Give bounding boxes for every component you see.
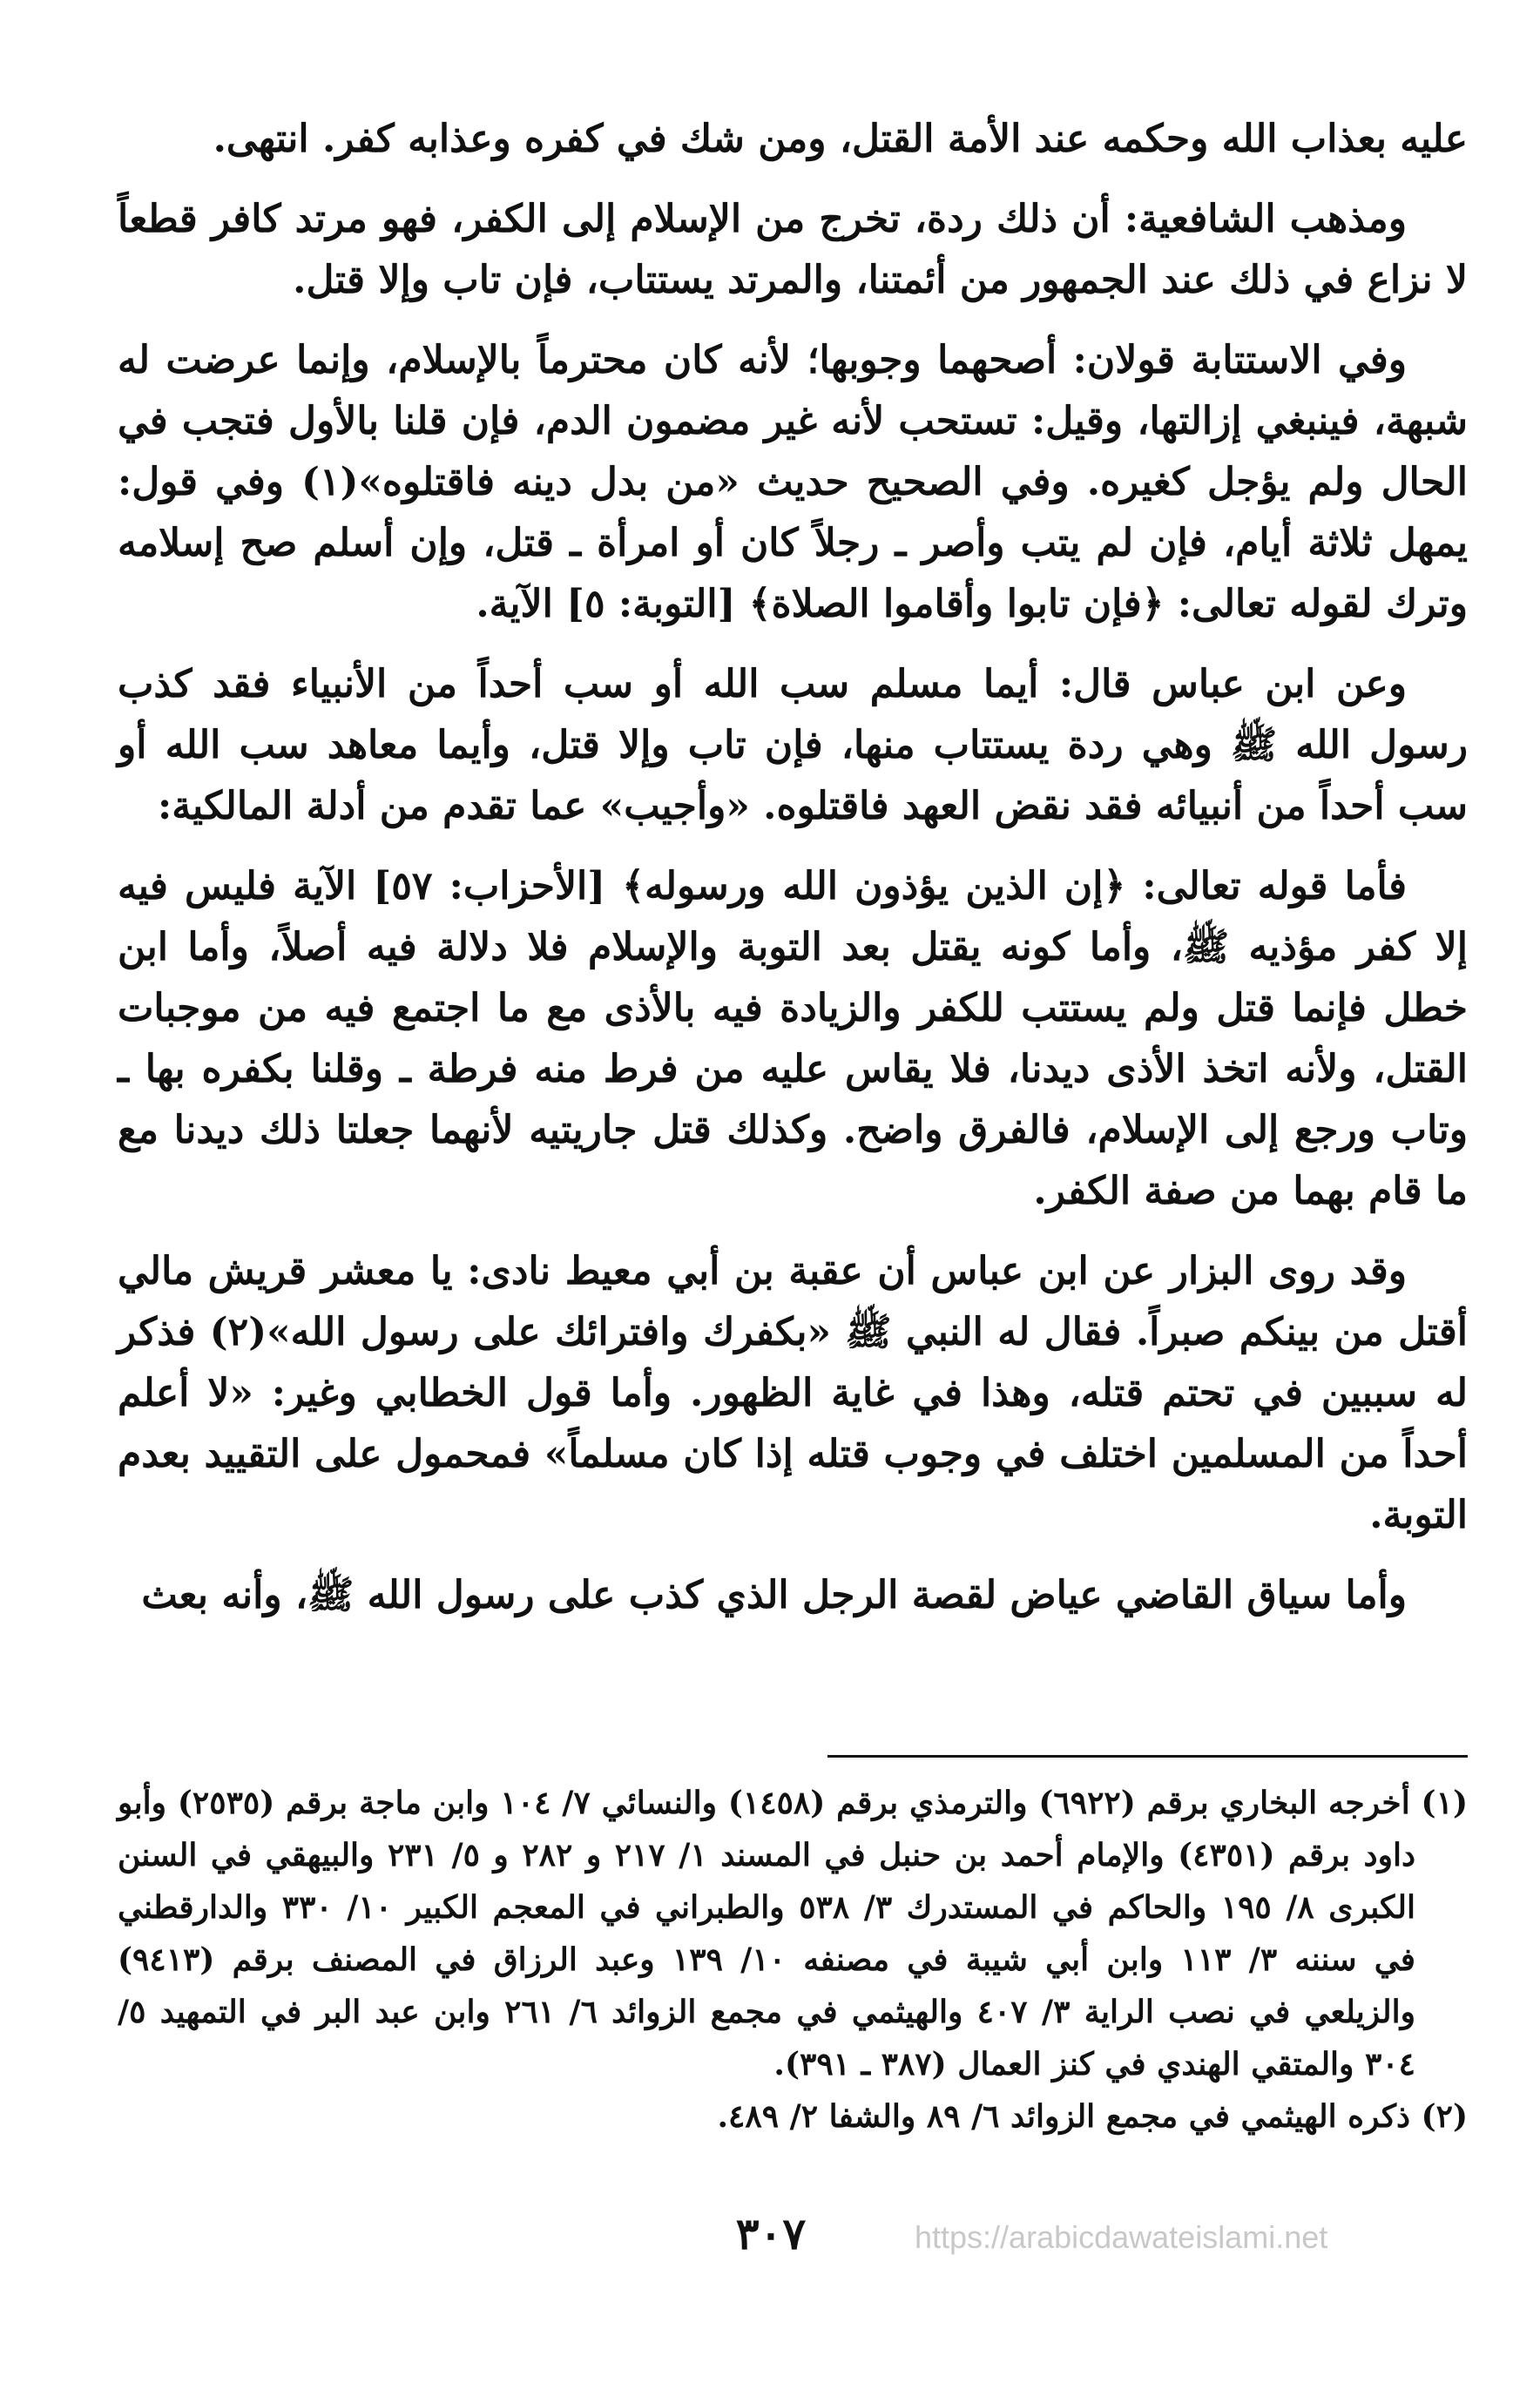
paragraph: وفي الاستتابة قولان: أصحهما وجوبها؛ لأنه كان محترماً بالإسلام، وإنما عرضت له شبهة، فينبغي إزالتها، وقيل: تستحب لأنه غير مضمون الدم، فإن قلنا بالأول فتجب في الحال ولم يؤجل كغيره. وفي الصحيح حديث «من بدل دينه فاقتلوه»(١) وفي قول: يمهل ثلاثة أيام، فإن لم يتب وأصر ـ رجلاً كان أو امرأة ـ قتل، وإن أسلم صح إسلامه وترك لقوله تعالى: ﴿فإن تابوا وأقاموا الصلاة﴾ [التوبة: ٥] الآية. bbox=[118, 338, 1468, 626]
paragraph: عليه بعذاب الله وحكمه عند الأمة القتل، ومن شك في كفره وعذابه كفر. انتهى. bbox=[213, 117, 1468, 161]
paragraph: فأما قوله تعالى: ﴿إن الذين يؤذون الله ورسوله﴾ [الأحزاب: ٥٧] الآية فليس فيه إلا كفر مؤذيه ﷺ، وأما كونه يقتل بعد التوبة والإسلام فلا دلالة فيه أصلاً، وأما ابن خطل فإنما قتل ولم يستتب للكفر والزيادة فيه بالأذى مع ما اجتمع فيه من موجبات القتل، ولأنه اتخذ الأذى ديدنا، فلا يقاس عليه من فرط منه فرطة ـ وقلنا بكفره بها ـ وتاب ورجع إلى الإسلام، فالفرق واضح. وكذلك قتل جاريتيه لأنهما جعلتا ذلك ديدنا مع ما قام بهما من صفة الكفر. bbox=[118, 864, 1468, 1213]
main-text bbox=[118, 109, 1468, 1645]
paragraph: ومذهب الشافعية: أن ذلك ردة، تخرج من الإسلام إلى الكفر، فهو مرتد كافر قطعاً لا نزاع في ذلك عند الجمهور من أئمتنا، والمرتد يستتاب، فإن تاب وإلا قتل. bbox=[118, 197, 1468, 302]
paragraph: وعن ابن عباس قال: أيما مسلم سب الله أو سب أحداً من الأنبياء فقد كذب رسول الله ﷺ وهي ردة يستتاب منها، فإن تاب وإلا قتل، وأيما معاهد سب الله أو سب أحداً من أنبيائه فقد نقض العهد فاقتلوه. «وأجيب» عما تقدم من أدلة المالكية: bbox=[118, 662, 1468, 828]
paragraph: وأما سياق القاضي عياض لقصة الرجل الذي كذب على رسول الله ﷺ، وأنه بعث bbox=[141, 1573, 1407, 1617]
watermark-url: https://arabicdawateislami.net bbox=[915, 2219, 1328, 2255]
page-number: ٣٠٧ bbox=[735, 2208, 807, 2259]
paragraph: وقد روى البزار عن ابن عباس أن عقبة بن أبي معيط نادى: يا معشر قريش مالي أقتل من بينكم صبراً. فقال له النبي ﷺ «بكفرك وافترائك على رسول الله»(٢) فذكر له سببين في تحتم قتله، وهذا في غاية الظهور. وأما قول الخطابي وغير: «لا أعلم أحداً من المسلمين اختلف في وجوب قتله إذا كان مسلماً» فمحمول على التقييد بعدم التوبة. bbox=[118, 1249, 1468, 1537]
footnote: (١) أخرجه البخاري برقم (٦٩٢٢) والترمذي برقم (١٤٥٨) والنسائي ٧/ ١٠٤ وابن ماجة برقم (٢٥٣٥) وأبو داود برقم (٤٣٥١) والإمام أحمد بن حنبل في المسند ١/ ٢١٧ و ٢٨٢ و ٥/ ٢٣١ والبيهقي في السنن الكبرى ٨/ ١٩٥ والحاكم في المستدرك ٣/ ٥٣٨ والطبراني في المعجم الكبير ١٠/ ٣٣٠ والدارقطني في سننه ٣/ ١١٣ وابن أبي شيبة في مصنفه ١٠/ ١٣٩ وعبد الرزاق في المصنف برقم (٩٤١٣) والزيلعي في نصب الراية ٣/ ٤٠٧ والهيثمي في مجمع الزوائد ٦/ ٢٦١ وابن عبد البر في التمهيد ٥/ ٣٠٤ والمتقي الهندي في كنز العمال (٣٨٧ ـ ٣٩١). bbox=[118, 1785, 1468, 2082]
footnotes bbox=[118, 1777, 1468, 2143]
footnote-divider bbox=[827, 1755, 1468, 1758]
footnote: (٢) ذكره الهيثمي في مجمع الزوائد ٦/ ٨٩ والشفا ٢/ ٤٨٩. bbox=[717, 2098, 1468, 2135]
